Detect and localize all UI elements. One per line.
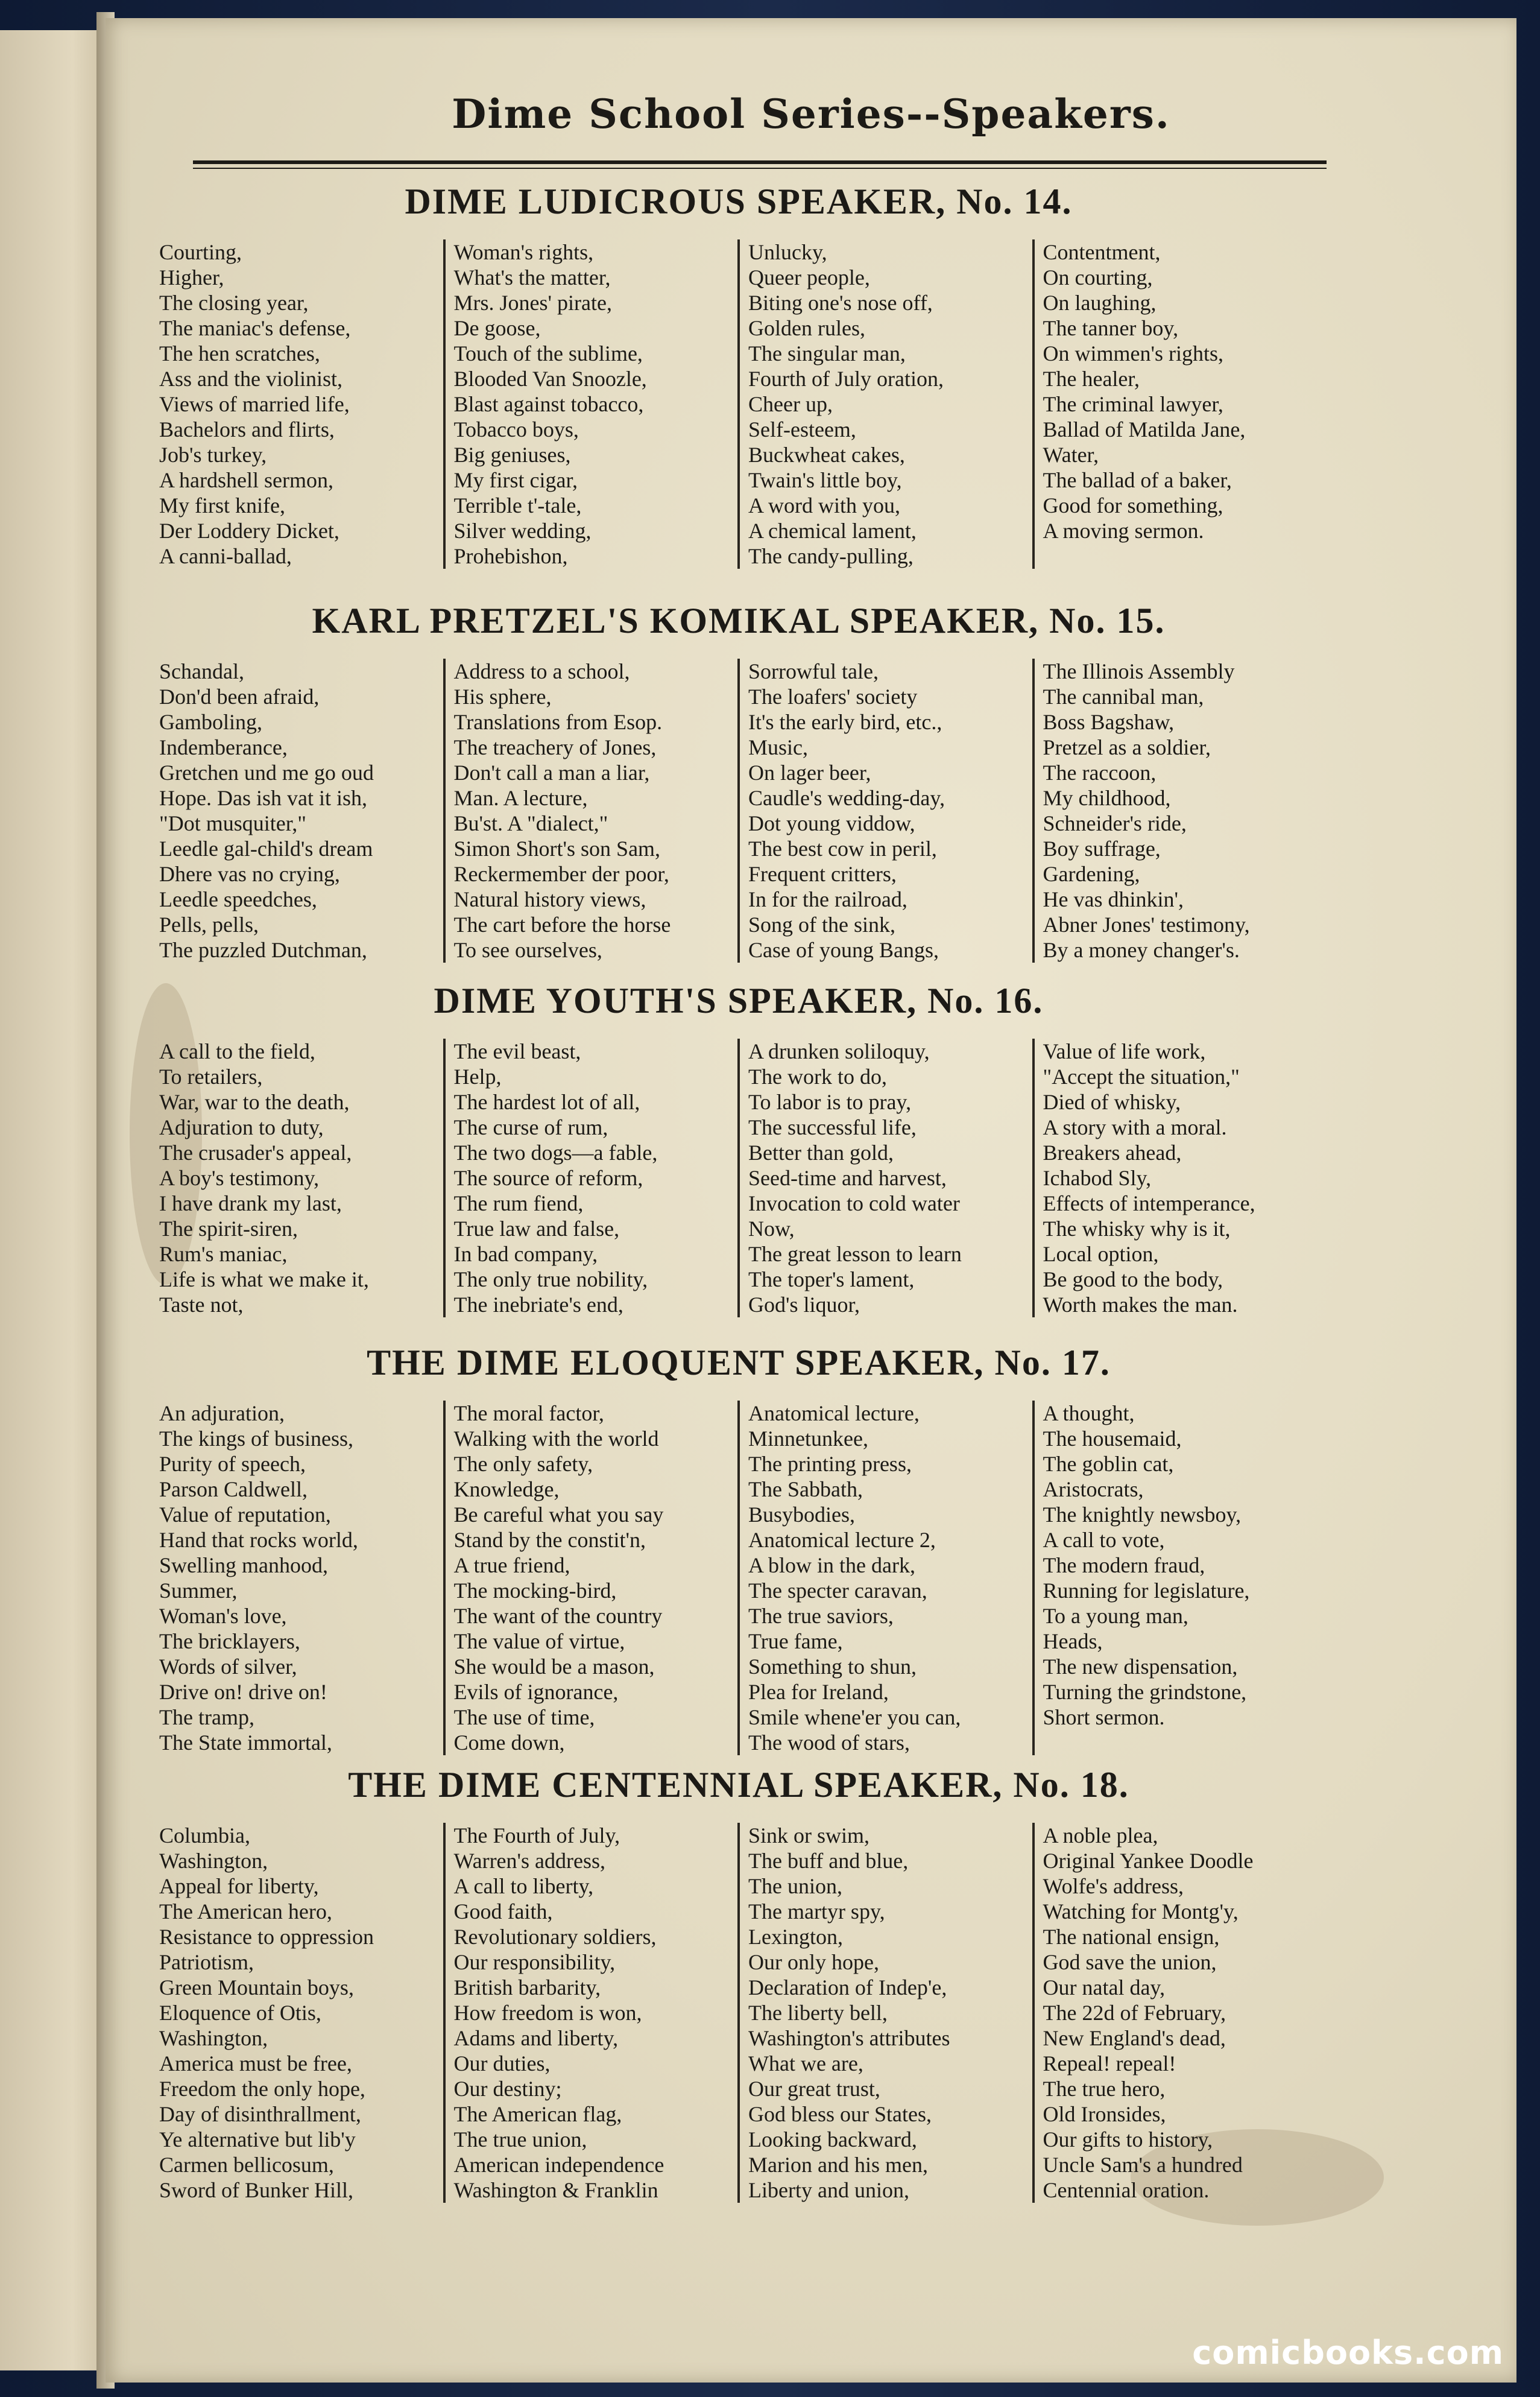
speech-entry: Anatomical lecture 2, [748,1528,936,1552]
column [443,659,738,963]
speech-entry: A drunken soliloquy, [748,1039,930,1063]
speech-entry: Watching for Montg'y, [1043,1899,1239,1924]
column [151,659,443,963]
speech-entry: The 22d of February, [1043,2001,1226,2025]
speech-entry: A true friend, [453,1553,570,1577]
speech-entry: Evils of ignorance, [453,1680,619,1704]
speech-entry: Blast against tobacco, [453,392,644,416]
section-centennial-speaker [151,1764,1327,2203]
speech-entry: Uncle Sam's a hundred [1043,2153,1243,2177]
speech-entry: Hand that rocks world, [159,1528,358,1552]
speech-entry: My first cigar, [453,468,578,492]
speech-entry: The tramp, [159,1705,254,1729]
speech-entry: The moral factor, [453,1401,604,1425]
speech-entry: The buff and blue, [748,1849,909,1873]
speech-entry: Turning the grindstone, [1043,1680,1247,1704]
speech-entry: Rum's maniac, [159,1242,288,1266]
speech-entry: Value of life work, [1043,1039,1206,1063]
speech-entry: A call to the field, [159,1039,315,1063]
column [151,239,443,569]
speech-entry: Something to shun, [748,1654,917,1679]
speech-entry: The housemaid, [1043,1426,1182,1451]
speech-entry: Died of whisky, [1043,1090,1181,1114]
speech-entry: Ballad of Matilda Jane, [1043,417,1246,442]
speech-entry: True fame, [748,1629,843,1653]
speech-entry: By a money changer's. [1043,938,1240,962]
column [737,1039,1032,1317]
speech-entry: Effects of intemperance, [1043,1191,1255,1215]
speech-entry: Indemberance, [159,735,288,759]
speech-entry: The printing press, [748,1452,912,1476]
speech-entry: On wimmen's rights, [1043,341,1223,366]
speech-entry: Don'd been afraid, [159,685,320,709]
speech-entry: How freedom is won, [453,2001,642,2025]
column [443,1823,738,2203]
speech-entry: A word with you, [748,493,900,518]
speech-entry: A hardshell sermon, [159,468,333,492]
speech-entry: Simon Short's son Sam, [453,837,661,861]
speech-entry: Green Mountain boys, [159,1975,354,2000]
speech-entry: The successful life, [748,1115,917,1139]
speech-entry: Unlucky, [748,240,827,264]
speech-entry: The great lesson to learn [748,1242,962,1266]
speech-entry: Music, [748,735,808,759]
speech-entry: The work to do, [748,1065,887,1089]
speech-entry: Breakers ahead, [1043,1141,1182,1165]
column [1032,1823,1327,2203]
column [1032,1039,1327,1317]
speech-entry: The American flag, [453,2102,622,2126]
column [151,1401,443,1755]
speech-entry: The healer, [1043,367,1140,391]
speech-entry: Drive on! drive on! [159,1680,327,1704]
speech-entry: Washington, [159,2026,268,2050]
section-ludicrous-speaker [151,181,1327,569]
speech-entry: Pretzel as a soldier, [1043,735,1211,759]
speech-entry: The wood of stars, [748,1730,910,1755]
speech-entry: A call to vote, [1043,1528,1165,1552]
speech-entry: Help, [453,1065,502,1089]
speech-entry: Declaration of Indep'e, [748,1975,947,2000]
speech-entry: Hope. Das ish vat it ish, [159,786,367,810]
speech-entry: Worth makes the man. [1043,1293,1238,1317]
speech-entry: The loafers' society [748,685,918,709]
speech-entry: Parson Caldwell, [159,1477,308,1501]
speech-entry: Schandal, [159,659,244,683]
speech-entry: Looking backward, [748,2127,917,2152]
speech-entry: Bu'st. A "dialect," [453,811,608,835]
speech-entry: Revolutionary soldiers, [453,1925,657,1949]
speech-entry: Tobacco boys, [453,417,579,442]
speech-entry: Fourth of July oration, [748,367,944,391]
speech-entry: A thought, [1043,1401,1135,1425]
speech-entry: The mocking-bird, [453,1578,617,1603]
speech-entry: The singular man, [748,341,906,366]
speech-entry: Purity of speech, [159,1452,306,1476]
section-title: DIME LUDICROUS SPEAKER, No. 14. [405,182,1073,221]
speech-entry: Appeal for liberty, [159,1874,319,1898]
speech-entry: Seed-time and harvest, [748,1166,947,1190]
speech-entry: The true union, [453,2127,587,2152]
speech-entry: An adjuration, [159,1401,285,1425]
speech-entry: Eloquence of Otis, [159,2001,321,2025]
speech-entry: Our natal day, [1043,1975,1166,2000]
speech-entry: Washington's attributes [748,2026,950,2050]
speech-entry: True law and false, [453,1217,620,1241]
speech-entry: The curse of rum, [453,1115,608,1139]
speech-entry: Freedom the only hope, [159,2077,365,2101]
speech-entry: The ballad of a baker, [1043,468,1232,492]
speech-entry: The closing year, [159,291,309,315]
speech-entry: A canni-ballad, [159,544,292,568]
speech-entry: Sink or swim, [748,1823,870,1848]
speech-entry: The criminal lawyer, [1043,392,1223,416]
speech-entry: The inebriate's end, [453,1293,623,1317]
speech-entry: The cart before the horse [453,913,671,937]
speech-entry: Courting, [159,240,242,264]
speech-entry: To see ourselves, [453,938,602,962]
speech-entry: Contentment, [1043,240,1161,264]
speech-entry: Leedle gal-child's dream [159,837,373,861]
speech-entry: Job's turkey, [159,443,267,467]
speech-entry: The cannibal man, [1043,685,1204,709]
speech-entry: New England's dead, [1043,2026,1226,2050]
speech-entry: Short sermon. [1043,1705,1165,1729]
speech-entry: Gretchen und me go oud [159,761,374,785]
speech-entry: The union, [748,1874,842,1898]
speech-entry: The national ensign, [1043,1925,1220,1949]
speech-entry: Ye alternative but lib'y [159,2127,356,2152]
speech-entry: Abner Jones' testimony, [1043,913,1250,937]
speech-entry: Centennial oration. [1043,2178,1210,2202]
speech-entry: Reckermember der poor, [453,862,669,886]
speech-entry: The crusader's appeal, [159,1141,352,1165]
section-komikal-speaker [151,600,1327,963]
speech-entry: The Illinois Assembly [1043,659,1235,683]
speech-entry: Adjuration to duty, [159,1115,324,1139]
speech-entry: Swelling manhood, [159,1553,328,1577]
section-title: DIME YOUTH'S SPEAKER, No. 16. [434,981,1044,1021]
section-title: THE DIME ELOQUENT SPEAKER, No. 17. [367,1343,1111,1382]
speech-entry: To a young man, [1043,1604,1188,1628]
speech-entry: Smile whene'er you can, [748,1705,961,1729]
speech-entry: The only safety, [453,1452,593,1476]
speech-entry: A moving sermon. [1043,519,1204,543]
header-rule [193,160,1327,164]
speech-entry: Invocation to cold water [748,1191,960,1215]
speech-entry: The liberty bell, [748,2001,888,2025]
speech-entry: Gamboling, [159,710,262,734]
speech-entry: Original Yankee Doodle [1043,1849,1254,1873]
speech-entry: The evil beast, [453,1039,581,1063]
speech-entry: America must be free, [159,2051,352,2076]
speech-entry: Leedle speedches, [159,887,317,911]
speech-entry: Self-esteem, [748,417,856,442]
speech-entry: Woman's love, [159,1604,287,1628]
speech-entry: Warren's address, [453,1849,605,1873]
speech-entry: The knightly newsboy, [1043,1502,1242,1527]
speech-entry: A call to liberty, [453,1874,594,1898]
watermark: comicbooks.com [1192,2334,1504,2372]
speech-entry: Plea for Ireland, [748,1680,889,1704]
speech-entry: Sorrowful tale, [748,659,879,683]
speech-entry: Caudle's wedding-day, [748,786,945,810]
speech-entry: Dhere vas no crying, [159,862,340,886]
speech-entry: American independence [453,2153,664,2177]
speech-entry: Marion and his men, [748,2153,928,2177]
speech-entry: Higher, [159,265,224,290]
speech-entry: Frequent critters, [748,862,897,886]
speech-entry: Pells, pells, [159,913,259,937]
section-columns [151,659,1327,963]
speech-entry: It's the early bird, etc., [748,710,942,734]
speech-entry: War, war to the death, [159,1090,350,1114]
speech-entry: He vas dhinkin', [1043,887,1184,911]
section-columns [151,1823,1327,2203]
section-eloquent-speaker [151,1342,1327,1755]
speech-entry: Life is what we make it, [159,1267,369,1291]
speech-entry: The spirit-siren, [159,1217,298,1241]
speech-entry: The tanner boy, [1043,316,1179,340]
speech-entry: What we are, [748,2051,863,2076]
speech-entry: Running for legislature, [1043,1578,1250,1603]
speech-entry: Be careful what you say [453,1502,664,1527]
speech-entry: On laughing, [1043,291,1157,315]
speech-entry: Heads, [1043,1629,1103,1653]
speech-entry: God's liquor, [748,1293,860,1317]
speech-entry: Good for something, [1043,493,1223,518]
speech-entry: Translations from Esop. [453,710,663,734]
section-youths-speaker [151,980,1327,1317]
speech-entry: "Accept the situation," [1043,1065,1240,1089]
speech-entry: Aristocrats, [1043,1477,1144,1501]
speech-entry: The two dogs—a fable, [453,1141,658,1165]
speech-entry: The want of the country [453,1604,663,1628]
speech-entry: A blow in the dark, [748,1553,915,1577]
speech-entry: The goblin cat, [1043,1452,1174,1476]
speech-entry: The source of reform, [453,1166,643,1190]
speech-entry: The rum fiend, [453,1191,584,1215]
speech-entry: The whisky why is it, [1043,1217,1231,1241]
speech-entry: Natural history views, [453,887,646,911]
speech-entry: Views of married life, [159,392,350,416]
speech-entry: Man. A lecture, [453,786,588,810]
speech-entry: Our destiny; [453,2077,562,2101]
speech-entry: Washington, [159,1849,268,1873]
speech-entry: Biting one's nose off, [748,291,933,315]
speech-entry: Busybodies, [748,1502,856,1527]
speech-entry: Columbia, [159,1823,250,1848]
speech-entry: Ichabod Sly, [1043,1166,1152,1190]
speech-entry: What's the matter, [453,265,611,290]
speech-entry: Adams and liberty, [453,2026,619,2050]
column [443,1401,738,1755]
speech-entry: I have drank my last, [159,1191,342,1215]
speech-entry: Our only hope, [748,1950,879,1974]
speech-entry: Repeal! repeal! [1043,2051,1176,2076]
speech-entry: Minnetunkee, [748,1426,868,1451]
column [737,1401,1032,1755]
speech-entry: His sphere, [453,685,552,709]
speech-entry: Knowledge, [453,1477,560,1501]
speech-entry: A chemical lament, [748,519,917,543]
speech-entry: Woman's rights, [453,240,594,264]
speech-entry: Bachelors and flirts, [159,417,335,442]
speech-entry: The hen scratches, [159,341,320,366]
speech-entry: God save the union, [1043,1950,1217,1974]
column [1032,239,1327,569]
speech-entry: The puzzled Dutchman, [159,938,367,962]
section-columns [151,239,1327,569]
section-title: KARL PRETZEL'S KOMIKAL SPEAKER, No. 15. [312,601,1166,641]
speech-entry: Sword of Bunker Hill, [159,2178,353,2202]
speech-entry: Boss Bagshaw, [1043,710,1175,734]
speech-entry: Terrible t'-tale, [453,493,582,518]
speech-entry: The maniac's defense, [159,316,351,340]
speech-entry: Better than gold, [748,1141,894,1165]
column [737,239,1032,569]
speech-entry: Schneider's ride, [1043,811,1187,835]
speech-entry: "Dot musquiter," [159,811,306,835]
speech-entry: Old Ironsides, [1043,2102,1166,2126]
speech-entry: The Sabbath, [748,1477,863,1501]
header-rule-thin [193,168,1327,169]
speech-entry: The hardest lot of all, [453,1090,640,1114]
speech-entry: The State immortal, [159,1730,332,1755]
speech-entry: Words of silver, [159,1654,297,1679]
speech-entry: She would be a mason, [453,1654,655,1679]
column [1032,1401,1327,1755]
speech-entry: Golden rules, [748,316,865,340]
column [151,1039,443,1317]
speech-entry: A story with a moral. [1043,1115,1227,1139]
speech-entry: My first knife, [159,493,285,518]
speech-entry: The raccoon, [1043,761,1157,785]
speech-entry: Touch of the sublime, [453,341,643,366]
speech-entry: Summer, [159,1578,238,1603]
running-head: Dime School Series--Speakers. [452,90,1170,138]
speech-entry: The American hero, [159,1899,332,1924]
speech-entry: On courting, [1043,265,1153,290]
speech-entry: God bless our States, [748,2102,932,2126]
speech-entry: Cheer up, [748,392,833,416]
speech-entry: Water, [1043,443,1099,467]
speech-entry: Der Loddery Dicket, [159,519,339,543]
speech-entry: The use of time, [453,1705,595,1729]
speech-entry: Boy suffrage, [1043,837,1161,861]
speech-entry: Day of disinthrallment, [159,2102,361,2126]
speech-entry: The toper's lament, [748,1267,915,1291]
speech-entry: The martyr spy, [748,1899,885,1924]
section-columns [151,1401,1327,1755]
speech-entry: De goose, [453,316,541,340]
speech-entry: The candy-pulling, [748,544,914,568]
speech-entry: Don't call a man a liar, [453,761,650,785]
speech-entry: The modern fraud, [1043,1553,1205,1577]
speech-entry: Case of young Bangs, [748,938,939,962]
speech-entry: Address to a school, [453,659,630,683]
speech-entry: To labor is to pray, [748,1090,912,1114]
speech-entry: The bricklayers, [159,1629,300,1653]
speech-entry: Our great trust, [748,2077,880,2101]
speech-entry: In for the railroad, [748,887,907,911]
speech-entry: Stand by the constit'n, [453,1528,646,1552]
speech-entry: The new dispensation, [1043,1654,1238,1679]
speech-entry: Big geniuses, [453,443,571,467]
column [443,239,738,569]
speech-entry: On lager beer, [748,761,871,785]
speech-entry: Mrs. Jones' pirate, [453,291,612,315]
speech-entry: The true saviors, [748,1604,894,1628]
speech-entry: The best cow in peril, [748,837,937,861]
speech-entry: Our responsibility, [453,1950,616,1974]
speech-entry: Queer people, [748,265,870,290]
speech-entry: Local option, [1043,1242,1159,1266]
speech-entry: Song of the sink, [748,913,896,937]
speech-entry: Taste not, [159,1293,244,1317]
speech-entry: A boy's testimony, [159,1166,320,1190]
speech-entry: The treachery of Jones, [453,735,657,759]
speech-entry: Twain's little boy, [748,468,902,492]
speech-entry: In bad company, [453,1242,598,1266]
speech-entry: Buckwheat cakes, [748,443,905,467]
column [151,1823,443,2203]
speech-entry: Be good to the body, [1043,1267,1223,1291]
speech-entry: Liberty and union, [748,2178,909,2202]
speech-entry: Anatomical lecture, [748,1401,920,1425]
speech-entry: Prohebishon, [453,544,568,568]
speech-entry: The Fourth of July, [453,1823,620,1848]
speech-entry: Come down, [453,1730,565,1755]
speech-entry: Resistance to oppression [159,1925,374,1949]
speech-entry: A noble plea, [1043,1823,1158,1848]
speech-entry: The specter caravan, [748,1578,927,1603]
column [737,1823,1032,2203]
speech-entry: Gardening, [1043,862,1140,886]
section-title: THE DIME CENTENNIAL SPEAKER, No. 18. [348,1765,1129,1805]
section-columns [151,1039,1327,1317]
column [1032,659,1327,963]
speech-entry: My childhood, [1043,786,1171,810]
speech-entry: Good faith, [453,1899,553,1924]
speech-entry: Washington & Franklin [453,2178,658,2202]
speech-entry: Now, [748,1217,795,1241]
speech-entry: Lexington, [748,1925,843,1949]
speech-entry: Our gifts to history, [1043,2127,1213,2152]
speech-entry: Our duties, [453,2051,551,2076]
column [737,659,1032,963]
speech-entry: Ass and the violinist, [159,367,342,391]
speech-entry: Wolfe's address, [1043,1874,1184,1898]
column [443,1039,738,1317]
speech-entry: Value of reputation, [159,1502,331,1527]
speech-entry: Carmen bellicosum, [159,2153,334,2177]
speech-entry: Blooded Van Snoozle, [453,367,647,391]
speech-entry: The value of virtue, [453,1629,625,1653]
speech-entry: The only true nobility, [453,1267,648,1291]
speech-entry: The kings of business, [159,1426,353,1451]
speech-entry: Silver wedding, [453,519,592,543]
speech-entry: To retailers, [159,1065,263,1089]
speech-entry: Walking with the world [453,1426,659,1451]
speech-entry: The true hero, [1043,2077,1166,2101]
speech-entry: Patriotism, [159,1950,254,1974]
speech-entry: Dot young viddow, [748,811,915,835]
speech-entry: British barbarity, [453,1975,601,2000]
